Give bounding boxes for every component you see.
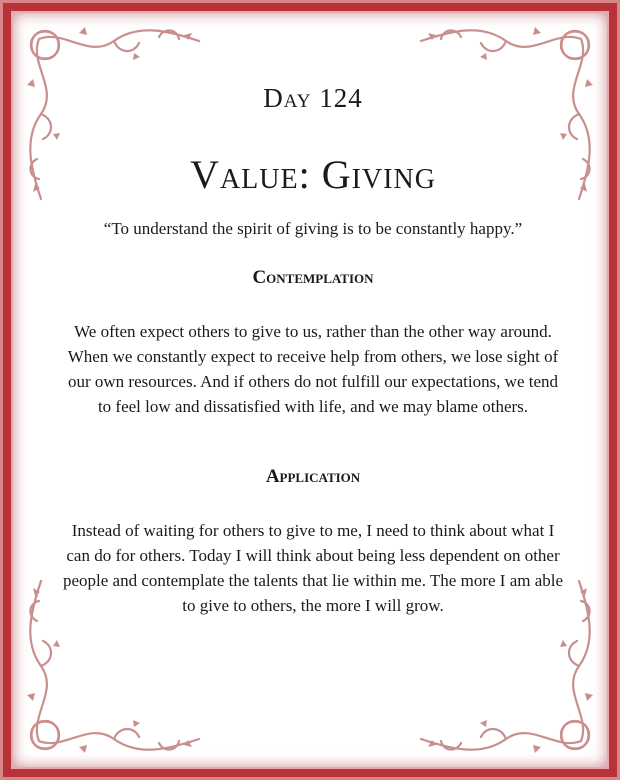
contemplation-heading: Contemplation — [252, 267, 374, 288]
contemplation-paragraph: We often expect others to give to us, rather than the other way around. When we constantly expect to receive help from others, we lose sight of our own resources. And if others do not fulfill our expectations, we tend to feel low and dissatisfied with life, and we may blame others. — [67, 322, 559, 416]
day-number: Day 124 — [263, 83, 363, 113]
application-heading: Application — [265, 466, 361, 487]
application-paragraph: Instead of waiting for others to give to me, I need to think about what I can do for others. Today I will think about being less dependent on other people and contemplate the talents that lie within me. The more I am able to give to others, the more I will grow. — [62, 521, 564, 615]
quote: “To understand the spirit of giving is to be constantly happy.” — [103, 219, 523, 238]
value-title: Value: Giving — [190, 152, 436, 197]
page-body — [11, 11, 609, 769]
